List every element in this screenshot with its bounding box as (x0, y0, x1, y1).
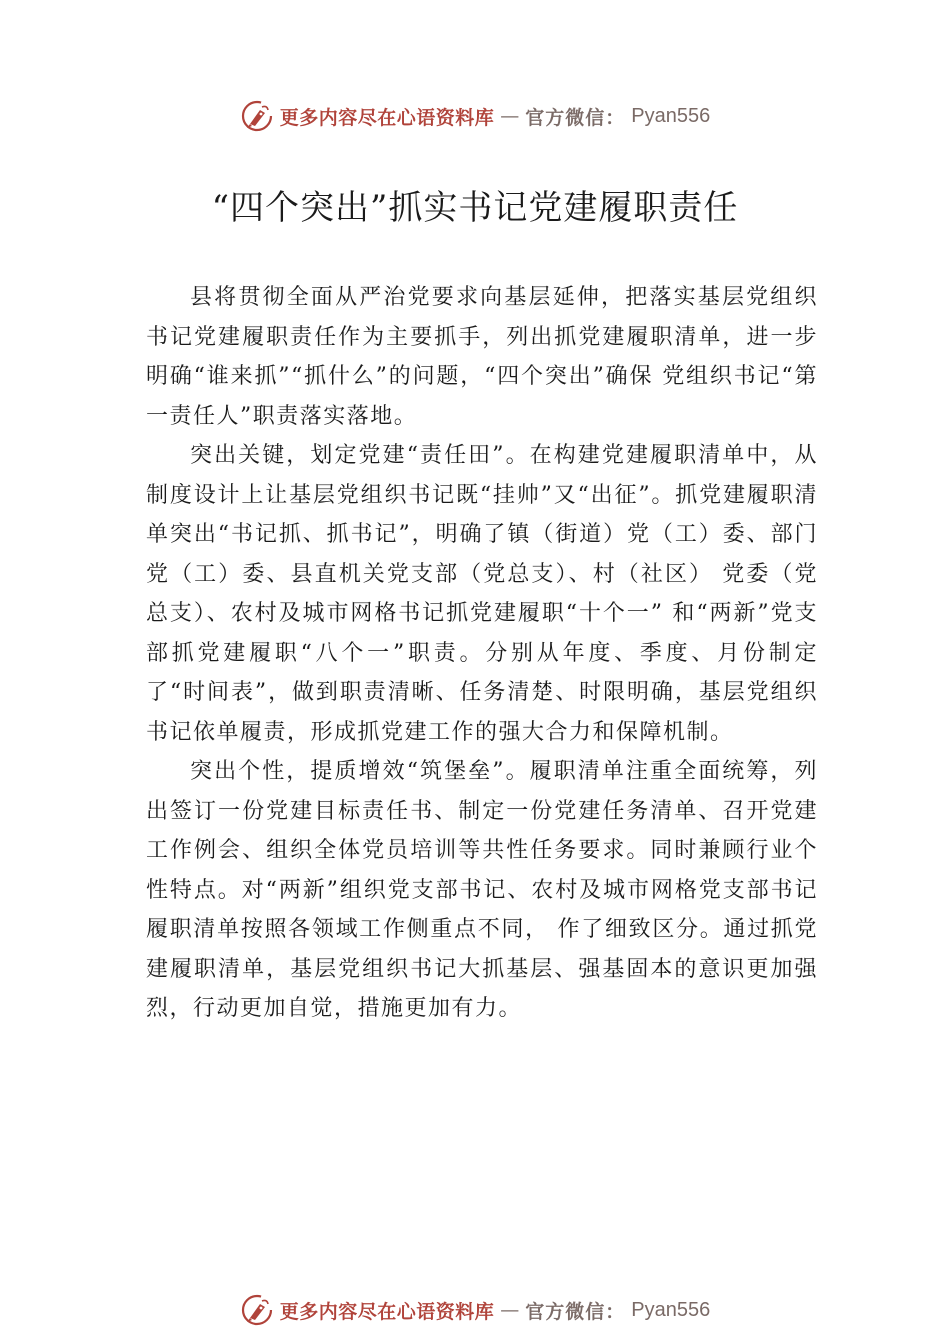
banner-wechat-label: 官方微信： (525, 106, 626, 129)
document-body (146, 278, 818, 1029)
pen-nib-logo-icon (240, 1293, 274, 1327)
pen-nib-logo-icon (240, 99, 274, 133)
banner-account-id: Pyan556 (631, 104, 711, 127)
banner-separator: — (500, 105, 520, 127)
banner-wechat-label: 官方微信： (525, 1300, 626, 1323)
banner-account-id: Pyan556 (631, 1298, 711, 1321)
header-banner (0, 96, 950, 136)
paragraph-individuality: 突出个性，提质增效“筑堡垒”。履职清单注重全面统筹，列出签订一份党建目标责任书、制定一份党建任务清单、召开党建工作例会、组织全体党员培训等共性任务要求。同时兼顾行业个性特点。对“两新”组织党支部书记、农村及城市网格党支部书记履职清单按照各领域工作侧重点不同， 作了细致区分。通过抓党建履职清单，基层党组织书记大抓基层、强基固本的意识更加强烈，行动更加自觉，措施更加有力。 (146, 759, 818, 1021)
banner-brand-text: 更多内容尽在心语资料库 (279, 106, 495, 129)
footer-banner (0, 1290, 950, 1330)
paragraph-key-focus: 突出关键，划定党建“责任田”。在构建党建履职清单中，从制度设计上让基层党组织书记既“挂帅”又“出征”。抓党建履职清单突出“书记抓、抓书记”，明确了镇（街道）党（工）委、部门党（工）委、县直机关党支部（党总支）、村（社区） 党委（党总支）、农村及城市网格书记抓党建履职“十个一” 和“两新”党支部抓党建履职“八个一”职责。分别从年度、季度、月份制定了“时间表”，做到职责清晰、任务清楚、时限明确，基层党组织书记依单履责，形成抓党建工作的强大合力和保障机制。 (146, 443, 818, 745)
banner-separator: — (500, 1299, 520, 1321)
paragraph-intro: 县将贯彻全面从严治党要求向基层延伸，把落实基层党组织书记党建履职责任作为主要抓手，列出抓党建履职清单，进一步明确“谁来抓”“抓什么”的问题，“四个突出”确保 党组织书记“第一责任人”职责落实落地。 (146, 285, 818, 429)
document-title: “四个突出”抓实书记党建履职责任 (211, 188, 739, 228)
banner-brand-text: 更多内容尽在心语资料库 (279, 1300, 495, 1323)
